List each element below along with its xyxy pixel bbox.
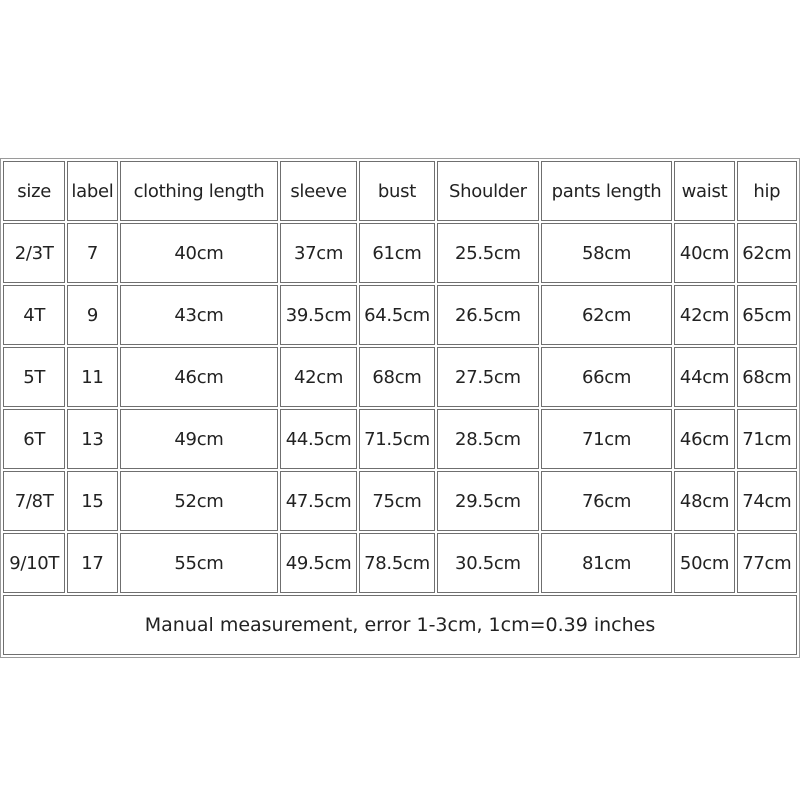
table-cell: 28.5cm (437, 409, 539, 469)
table-cell: 81cm (541, 533, 673, 593)
table-cell: 50cm (674, 533, 734, 593)
table-cell: 15 (67, 471, 117, 531)
table-row (3, 533, 797, 593)
table-cell: 61cm (359, 223, 435, 283)
table-row (3, 347, 797, 407)
table-cell: 7/8T (3, 471, 65, 531)
column-header: Shoulder (437, 161, 539, 221)
table-cell: 62cm (541, 285, 673, 345)
column-header: hip (737, 161, 797, 221)
table-cell: 43cm (120, 285, 279, 345)
size-chart-table (0, 158, 800, 658)
column-header: size (3, 161, 65, 221)
table-cell: 39.5cm (280, 285, 356, 345)
table-cell: 44cm (674, 347, 734, 407)
table-row (3, 471, 797, 531)
table-cell: 62cm (737, 223, 797, 283)
table-cell: 30.5cm (437, 533, 539, 593)
measurement-note: Manual measurement, error 1-3cm, 1cm=0.39 inches (3, 595, 797, 655)
table-cell: 65cm (737, 285, 797, 345)
table-cell: 26.5cm (437, 285, 539, 345)
table-cell: 48cm (674, 471, 734, 531)
table-cell: 11 (67, 347, 117, 407)
table-cell: 13 (67, 409, 117, 469)
table-cell: 52cm (120, 471, 279, 531)
table-cell: 2/3T (3, 223, 65, 283)
table-cell: 66cm (541, 347, 673, 407)
table-row (3, 409, 797, 469)
table-cell: 71cm (737, 409, 797, 469)
column-header: sleeve (280, 161, 356, 221)
column-header: clothing length (120, 161, 279, 221)
table-cell: 47.5cm (280, 471, 356, 531)
table-cell: 71cm (541, 409, 673, 469)
table-cell: 77cm (737, 533, 797, 593)
table-cell: 25.5cm (437, 223, 539, 283)
table-cell: 46cm (120, 347, 279, 407)
table-cell: 58cm (541, 223, 673, 283)
column-header: label (67, 161, 117, 221)
table-cell: 6T (3, 409, 65, 469)
column-header: pants length (541, 161, 673, 221)
table-cell: 46cm (674, 409, 734, 469)
table-cell: 5T (3, 347, 65, 407)
table-row (3, 223, 797, 283)
table-cell: 29.5cm (437, 471, 539, 531)
table-cell: 4T (3, 285, 65, 345)
table-cell: 44.5cm (280, 409, 356, 469)
table-cell: 71.5cm (359, 409, 435, 469)
table-cell: 7 (67, 223, 117, 283)
table-cell: 78.5cm (359, 533, 435, 593)
column-header: bust (359, 161, 435, 221)
table-cell: 42cm (674, 285, 734, 345)
table-cell: 9 (67, 285, 117, 345)
table-cell: 76cm (541, 471, 673, 531)
size-chart (0, 158, 800, 658)
column-header: waist (674, 161, 734, 221)
note-row (3, 595, 797, 655)
table-cell: 68cm (359, 347, 435, 407)
table-cell: 40cm (120, 223, 279, 283)
header-row (3, 161, 797, 221)
table-cell: 49cm (120, 409, 279, 469)
table-cell: 75cm (359, 471, 435, 531)
table-cell: 9/10T (3, 533, 65, 593)
table-cell: 27.5cm (437, 347, 539, 407)
table-row (3, 285, 797, 345)
table-cell: 40cm (674, 223, 734, 283)
table-cell: 37cm (280, 223, 356, 283)
table-cell: 42cm (280, 347, 356, 407)
table-cell: 55cm (120, 533, 279, 593)
table-cell: 49.5cm (280, 533, 356, 593)
table-cell: 64.5cm (359, 285, 435, 345)
table-cell: 74cm (737, 471, 797, 531)
table-cell: 17 (67, 533, 117, 593)
table-cell: 68cm (737, 347, 797, 407)
